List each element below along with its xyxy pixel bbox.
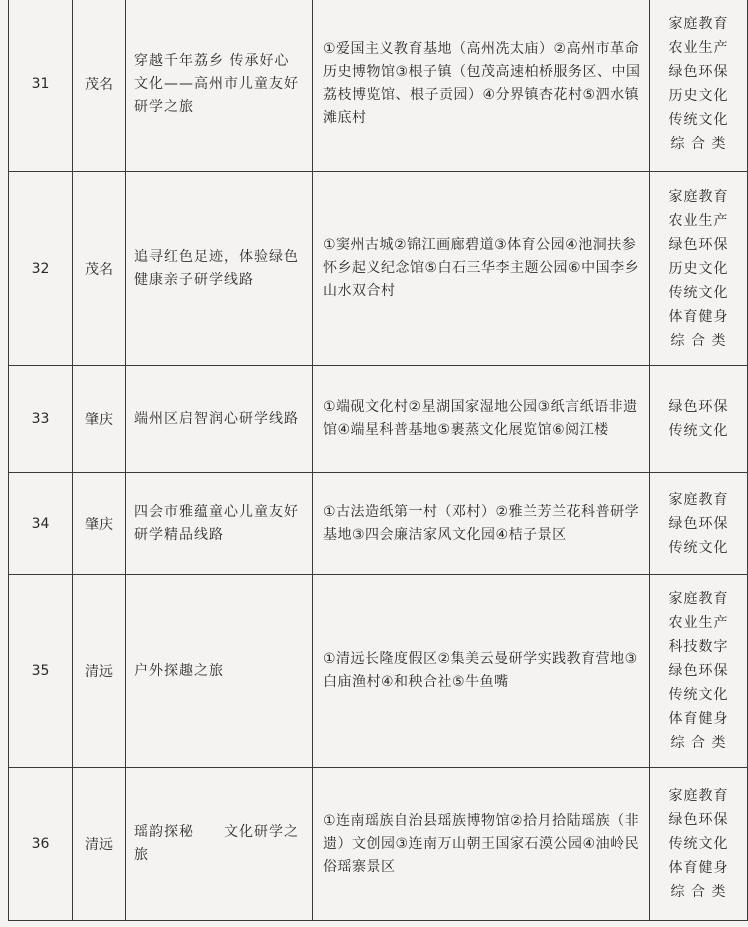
route-name-cell: 瑶韵探秘 文化研学之旅 [126,768,313,921]
row-number: 35 [9,575,73,768]
table-row [9,768,748,921]
route-name-cell: 户外探趣之旅 [126,575,313,768]
route-name-cell: 追寻红色足迹，体验绿色健康亲子研学线路 [126,172,313,366]
type-tag: 综 合 类 [670,735,727,751]
city-cell: 肇庆 [73,473,126,575]
type-tag: 家庭教育 [668,16,729,32]
type-tag: 家庭教育 [668,591,729,607]
type-tag: 绿色环保 [668,236,729,253]
types-cell [650,366,748,473]
sites-cell: ①古法造纸第一村（邓村）②雅兰芳兰花科普研学基地③四会廉洁家风文化园④桔子景区 [313,473,650,575]
route-name-cell: 穿越千年荔乡 传承好心文化——高州市儿童友好研学之旅 [126,0,313,172]
type-tag: 历史文化 [668,88,729,104]
table-row [9,575,748,768]
types-cell [650,172,748,366]
type-tag: 综 合 类 [670,136,727,152]
type-tag: 传统文化 [668,539,729,556]
row-number: 32 [9,172,73,366]
type-tag: 家庭教育 [668,188,729,205]
type-tag: 综 合 类 [670,884,727,900]
row-number: 36 [9,768,73,921]
city-cell: 茂名 [73,0,126,172]
type-tag: 绿色环保 [668,812,729,828]
sites-cell: ①端砚文化村②星湖国家湿地公园③纸言纸语非遗馆④端星科普基地⑤裹蒸文化展览馆⑥阅江楼 [313,366,650,473]
table-row [9,473,748,575]
route-name-cell: 四会市雅蕴童心儿童友好研学精品线路 [126,473,313,575]
type-tag: 家庭教育 [668,491,729,508]
type-tag: 体育健身 [668,860,729,876]
type-tag: 体育健身 [668,308,729,325]
type-tag: 农业生产 [668,615,729,631]
type-tag: 综 合 类 [670,332,727,349]
row-number: 34 [9,473,73,575]
city-cell: 茂名 [73,172,126,366]
table-row [9,0,748,172]
type-tag: 绿色环保 [668,64,729,80]
type-tag: 农业生产 [668,212,729,229]
table-row [9,172,748,366]
type-tag: 农业生产 [668,40,729,56]
type-tag: 历史文化 [668,260,729,277]
type-tag: 传统文化 [668,836,729,852]
row-number: 31 [9,0,73,172]
table-body [9,0,748,921]
type-tag: 传统文化 [668,423,729,439]
sites-cell: ①清远长隆度假区②集美云曼研学实践教育营地③白庙渔村④和秧合社⑤牛鱼嘴 [313,575,650,768]
types-cell [650,768,748,921]
study-routes-table [8,0,748,921]
types-cell [650,575,748,768]
type-tag: 传统文化 [668,112,729,128]
row-number: 33 [9,366,73,473]
type-tag: 传统文化 [668,687,729,703]
type-tag: 科技数字 [668,639,729,655]
sites-cell: ①爱国主义教育基地（高州冼太庙）②高州市革命历史博物馆③根子镇（包茂高速柏桥服务区、中国荔枝博览馆、根子贡园）④分界镇杏花村⑤泗水镇滩底村 [313,0,650,172]
type-tag: 绿色环保 [668,515,729,532]
type-tag: 家庭教育 [668,788,729,804]
sites-cell: ①连南瑶族自治县瑶族博物馆②拾月拾陆瑶族（非遗）文创园③连南万山朝王国家石漠公园④油岭民俗瑶寨景区 [313,768,650,921]
city-cell: 肇庆 [73,366,126,473]
type-tag: 体育健身 [668,711,729,727]
sites-cell: ①窦州古城②锦江画廊碧道③体育公园④池洞扶参怀乡起义纪念馆⑤白石三华李主题公园⑥中国李乡山水双合村 [313,172,650,366]
city-cell: 清远 [73,768,126,921]
city-cell: 清远 [73,575,126,768]
table-row [9,366,748,473]
types-cell [650,473,748,575]
type-tag: 传统文化 [668,284,729,301]
types-cell [650,0,748,172]
type-tag: 绿色环保 [668,399,729,415]
type-tag: 绿色环保 [668,663,729,679]
route-name-cell: 端州区启智润心研学线路 [126,366,313,473]
